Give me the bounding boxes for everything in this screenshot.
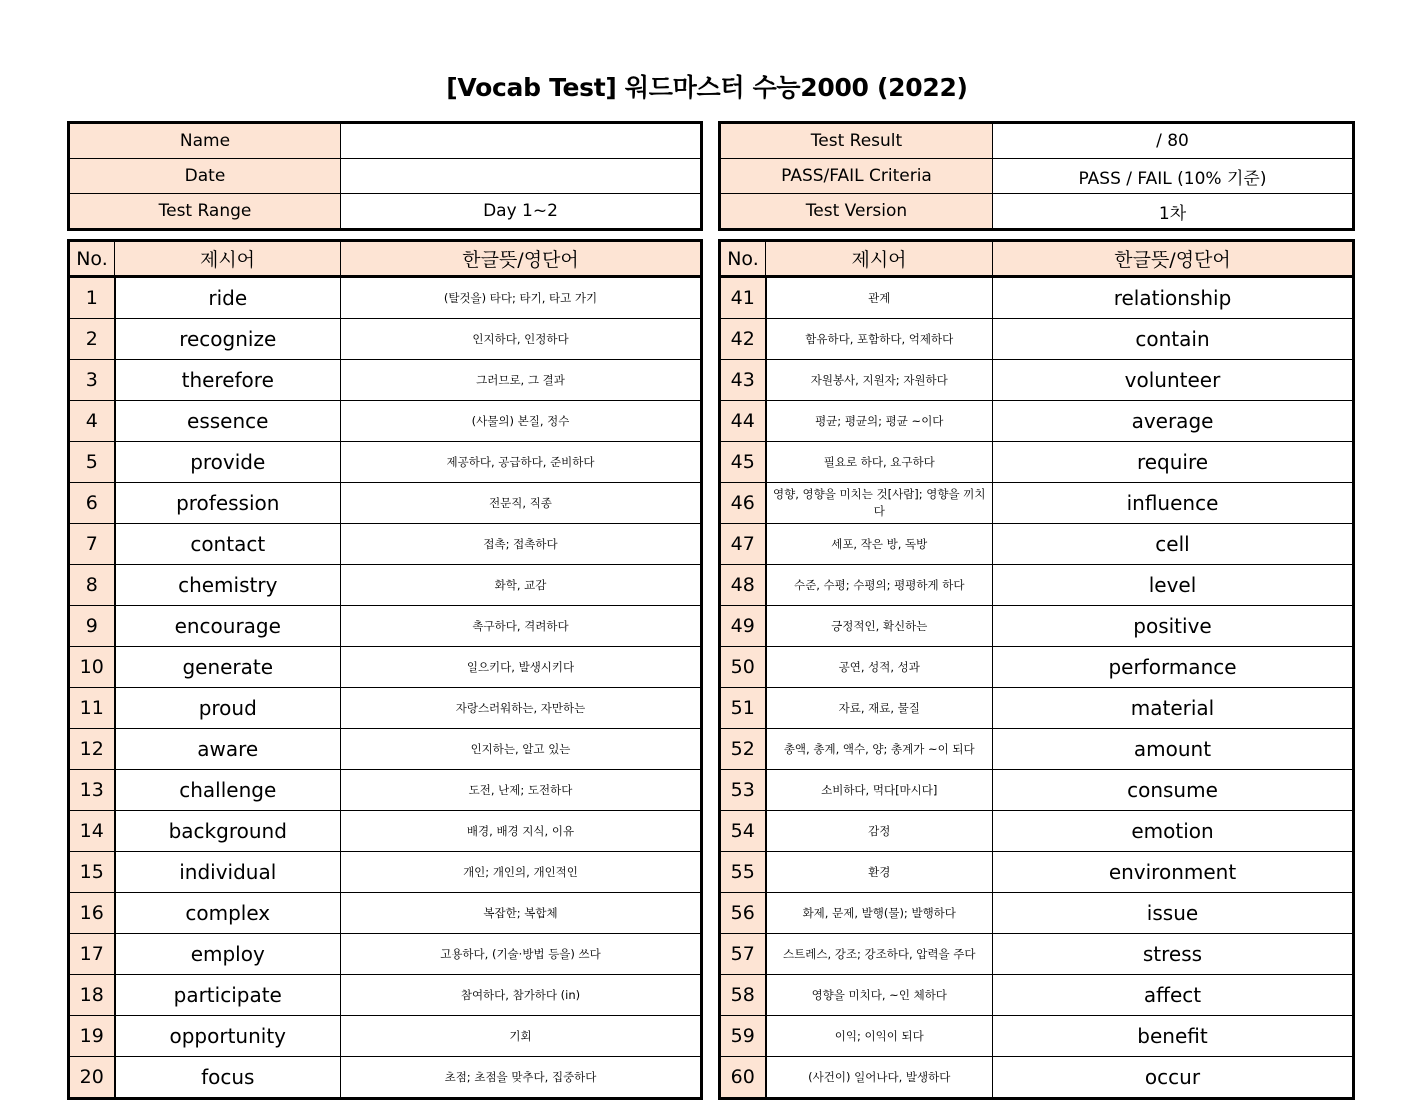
info-value <box>341 159 702 194</box>
word-row <box>720 360 1354 401</box>
prompt-cell: participate <box>115 975 341 1016</box>
answer-cell: 도전, 난제; 도전하다 <box>341 770 702 811</box>
item-number: 41 <box>720 277 766 319</box>
word-row <box>720 893 1354 934</box>
item-number: 52 <box>720 729 766 770</box>
prompt-cell: 평균; 평균의; 평균 ~이다 <box>766 401 993 442</box>
word-row <box>69 565 702 606</box>
info-row <box>720 194 1354 230</box>
answer-cell: 복잡한; 복합체 <box>341 893 702 934</box>
col-header-prompt: 제시어 <box>766 241 993 277</box>
answer-cell: level <box>993 565 1354 606</box>
prompt-cell: opportunity <box>115 1016 341 1057</box>
answer-cell: average <box>993 401 1354 442</box>
info-label: PASS/FAIL Criteria <box>720 159 993 194</box>
answer-cell: 인지하다, 인정하다 <box>341 319 702 360</box>
item-number: 58 <box>720 975 766 1016</box>
info-value: / 80 <box>993 123 1354 159</box>
prompt-cell: 관계 <box>766 277 993 319</box>
info-row <box>720 123 1354 159</box>
item-number: 18 <box>69 975 115 1016</box>
word-row <box>69 1057 702 1099</box>
prompt-cell: profession <box>115 483 341 524</box>
header-row <box>720 241 1354 277</box>
answer-cell: 고용하다, (기술·방법 등을) 쓰다 <box>341 934 702 975</box>
info-label: Name <box>69 123 341 159</box>
prompt-cell: recognize <box>115 319 341 360</box>
item-number: 42 <box>720 319 766 360</box>
word-row <box>720 524 1354 565</box>
item-number: 47 <box>720 524 766 565</box>
info-label: Test Range <box>69 194 341 230</box>
item-number: 46 <box>720 483 766 524</box>
col-header-prompt: 제시어 <box>115 241 341 277</box>
word-row <box>69 442 702 483</box>
item-number: 53 <box>720 770 766 811</box>
word-row <box>69 277 702 319</box>
info-row <box>69 159 702 194</box>
item-number: 14 <box>69 811 115 852</box>
answer-cell: occur <box>993 1057 1354 1099</box>
word-row <box>69 893 702 934</box>
info-row <box>720 159 1354 194</box>
answer-cell: require <box>993 442 1354 483</box>
answer-cell: 제공하다, 공급하다, 준비하다 <box>341 442 702 483</box>
word-row <box>69 852 702 893</box>
prompt-cell: focus <box>115 1057 341 1099</box>
item-number: 3 <box>69 360 115 401</box>
col-header-no: No. <box>720 241 766 277</box>
test-info-table <box>718 121 1355 231</box>
item-number: 8 <box>69 565 115 606</box>
word-row <box>720 647 1354 688</box>
prompt-cell: generate <box>115 647 341 688</box>
prompt-cell: contact <box>115 524 341 565</box>
word-row <box>720 729 1354 770</box>
word-row <box>720 565 1354 606</box>
answer-cell: 배경, 배경 지식, 이유 <box>341 811 702 852</box>
prompt-cell: 긍정적인, 확신하는 <box>766 606 993 647</box>
prompt-cell: background <box>115 811 341 852</box>
item-number: 44 <box>720 401 766 442</box>
answer-cell: volunteer <box>993 360 1354 401</box>
prompt-cell: (사건이) 일어나다, 발생하다 <box>766 1057 993 1099</box>
prompt-cell: 소비하다, 먹다[마시다] <box>766 770 993 811</box>
word-row <box>720 401 1354 442</box>
word-row <box>69 811 702 852</box>
item-number: 16 <box>69 893 115 934</box>
word-row <box>720 688 1354 729</box>
answer-cell: 화학, 교감 <box>341 565 702 606</box>
answer-cell: 전문직, 직종 <box>341 483 702 524</box>
answer-cell: contain <box>993 319 1354 360</box>
answer-cell: 그러므로, 그 결과 <box>341 360 702 401</box>
item-number: 15 <box>69 852 115 893</box>
item-number: 54 <box>720 811 766 852</box>
item-number: 12 <box>69 729 115 770</box>
word-row <box>69 483 702 524</box>
answer-cell: stress <box>993 934 1354 975</box>
prompt-cell: 총액, 총계, 액수, 양; 총계가 ~이 되다 <box>766 729 993 770</box>
info-row <box>69 194 702 230</box>
info-label: Date <box>69 159 341 194</box>
item-number: 7 <box>69 524 115 565</box>
word-row <box>720 1016 1354 1057</box>
word-row <box>69 770 702 811</box>
col-header-no: No. <box>69 241 115 277</box>
prompt-cell: 필요로 하다, 요구하다 <box>766 442 993 483</box>
prompt-cell: essence <box>115 401 341 442</box>
answer-cell: material <box>993 688 1354 729</box>
prompt-cell: aware <box>115 729 341 770</box>
answer-cell: amount <box>993 729 1354 770</box>
prompt-cell: encourage <box>115 606 341 647</box>
item-number: 1 <box>69 277 115 319</box>
prompt-cell: complex <box>115 893 341 934</box>
item-number: 55 <box>720 852 766 893</box>
prompt-cell: ride <box>115 277 341 319</box>
answer-cell: 기회 <box>341 1016 702 1057</box>
prompt-cell: 화제, 문제, 발행(물); 발행하다 <box>766 893 993 934</box>
word-row <box>69 1016 702 1057</box>
word-row <box>720 1057 1354 1099</box>
item-number: 2 <box>69 319 115 360</box>
prompt-cell: 수준, 수평; 수평의; 평평하게 하다 <box>766 565 993 606</box>
info-value: PASS / FAIL (10% 기준) <box>993 159 1354 194</box>
prompt-cell: individual <box>115 852 341 893</box>
item-number: 20 <box>69 1057 115 1099</box>
item-number: 49 <box>720 606 766 647</box>
word-row <box>69 606 702 647</box>
info-row <box>69 123 702 159</box>
prompt-cell: 함유하다, 포함하다, 억제하다 <box>766 319 993 360</box>
prompt-cell: 공연, 성적, 성과 <box>766 647 993 688</box>
item-number: 19 <box>69 1016 115 1057</box>
info-value <box>341 123 702 159</box>
header-row <box>69 241 702 277</box>
word-row <box>720 852 1354 893</box>
answer-cell: 자랑스러워하는, 자만하는 <box>341 688 702 729</box>
item-number: 9 <box>69 606 115 647</box>
answer-cell: (사물의) 본질, 정수 <box>341 401 702 442</box>
answer-cell: cell <box>993 524 1354 565</box>
prompt-cell: 이익; 이익이 되다 <box>766 1016 993 1057</box>
item-number: 45 <box>720 442 766 483</box>
answer-cell: 접촉; 접촉하다 <box>341 524 702 565</box>
item-number: 10 <box>69 647 115 688</box>
info-value: Day 1~2 <box>341 194 702 230</box>
answer-cell: affect <box>993 975 1354 1016</box>
answer-cell: (탈것을) 타다; 타기, 타고 가기 <box>341 277 702 319</box>
word-row <box>720 483 1354 524</box>
prompt-cell: therefore <box>115 360 341 401</box>
word-table-right <box>718 239 1355 1100</box>
item-number: 59 <box>720 1016 766 1057</box>
word-row <box>69 524 702 565</box>
prompt-cell: 자원봉사, 지원자; 자원하다 <box>766 360 993 401</box>
prompt-cell: 영향을 미치다, ~인 체하다 <box>766 975 993 1016</box>
item-number: 51 <box>720 688 766 729</box>
item-number: 50 <box>720 647 766 688</box>
answer-cell: 인지하는, 알고 있는 <box>341 729 702 770</box>
item-number: 57 <box>720 934 766 975</box>
info-value: 1차 <box>993 194 1354 230</box>
word-row <box>720 811 1354 852</box>
word-row <box>69 688 702 729</box>
answer-cell: positive <box>993 606 1354 647</box>
word-row <box>69 729 702 770</box>
prompt-cell: 영향, 영향을 미치는 것[사람]; 영향을 끼치다 <box>766 483 993 524</box>
word-row <box>720 319 1354 360</box>
item-number: 17 <box>69 934 115 975</box>
answer-cell: emotion <box>993 811 1354 852</box>
answer-cell: relationship <box>993 277 1354 319</box>
prompt-cell: 자료, 재료, 물질 <box>766 688 993 729</box>
answer-cell: consume <box>993 770 1354 811</box>
answer-cell: issue <box>993 893 1354 934</box>
answer-cell: 촉구하다, 격려하다 <box>341 606 702 647</box>
answer-cell: environment <box>993 852 1354 893</box>
answer-cell: 일으키다, 발생시키다 <box>341 647 702 688</box>
word-row <box>69 401 702 442</box>
prompt-cell: 감정 <box>766 811 993 852</box>
word-row <box>720 442 1354 483</box>
item-number: 11 <box>69 688 115 729</box>
prompt-cell: challenge <box>115 770 341 811</box>
student-info-table <box>67 121 703 231</box>
word-row <box>69 975 702 1016</box>
word-row <box>720 606 1354 647</box>
item-number: 4 <box>69 401 115 442</box>
word-row <box>720 770 1354 811</box>
prompt-cell: provide <box>115 442 341 483</box>
prompt-cell: chemistry <box>115 565 341 606</box>
prompt-cell: 스트레스, 강조; 강조하다, 압력을 주다 <box>766 934 993 975</box>
answer-cell: benefit <box>993 1016 1354 1057</box>
item-number: 56 <box>720 893 766 934</box>
answer-cell: performance <box>993 647 1354 688</box>
item-number: 13 <box>69 770 115 811</box>
word-row <box>69 360 702 401</box>
col-header-answer: 한글뜻/영단어 <box>341 241 702 277</box>
prompt-cell: 환경 <box>766 852 993 893</box>
prompt-cell: 세포, 작은 방, 독방 <box>766 524 993 565</box>
answer-cell: 초점; 초점을 맞추다, 집중하다 <box>341 1057 702 1099</box>
col-header-answer: 한글뜻/영단어 <box>993 241 1354 277</box>
word-row <box>69 319 702 360</box>
item-number: 5 <box>69 442 115 483</box>
answer-cell: 개인; 개인의, 개인적인 <box>341 852 702 893</box>
word-row <box>69 934 702 975</box>
item-number: 43 <box>720 360 766 401</box>
word-table-left <box>67 239 703 1100</box>
answer-cell: influence <box>993 483 1354 524</box>
item-number: 60 <box>720 1057 766 1099</box>
answer-cell: 참여하다, 참가하다 (in) <box>341 975 702 1016</box>
prompt-cell: employ <box>115 934 341 975</box>
prompt-cell: proud <box>115 688 341 729</box>
page-title: [Vocab Test] 워드마스터 수능2000 (2022) <box>446 73 968 102</box>
item-number: 6 <box>69 483 115 524</box>
info-label: Test Result <box>720 123 993 159</box>
word-row <box>69 647 702 688</box>
word-row <box>720 975 1354 1016</box>
word-row <box>720 934 1354 975</box>
item-number: 48 <box>720 565 766 606</box>
word-row <box>720 277 1354 319</box>
info-label: Test Version <box>720 194 993 230</box>
